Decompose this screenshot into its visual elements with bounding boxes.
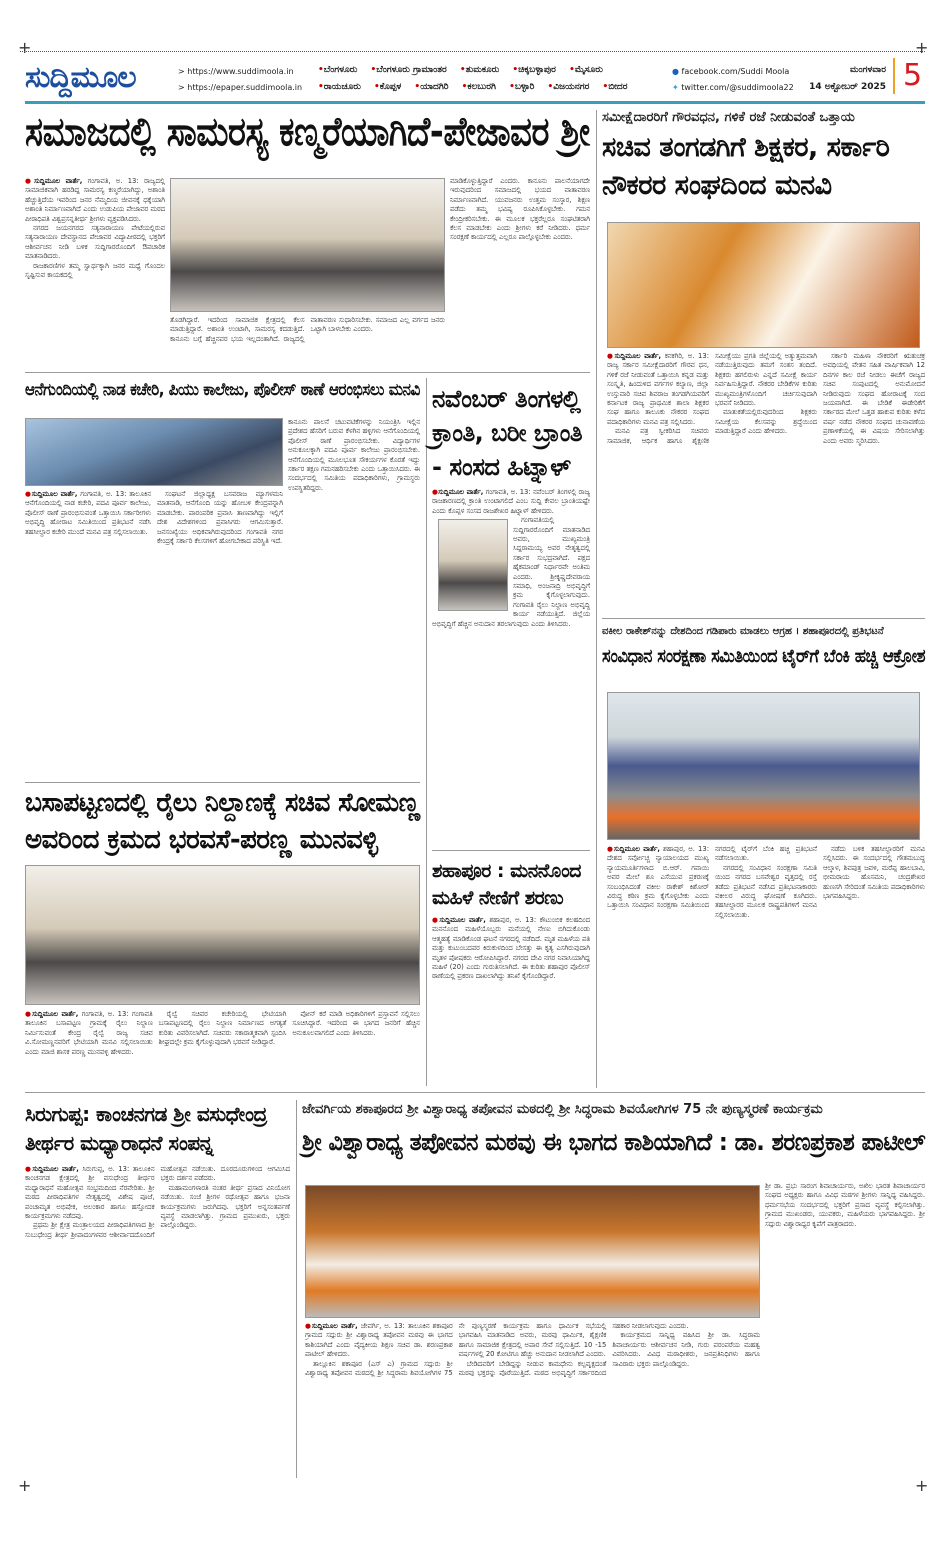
paragraph: ಪೋನ್ ಕರೆ ಮಾಡಿ ಅಧಿಕಾರಿಗಳಿಗೆ ಪ್ರಸ್ತಾವನೆ ಸಲ್ಲಿಸಲು ಸೂಚಿಸಿದ್ದಾರೆ. ಇದರಿಂದ ಈ ಭಾಗದ ಜನರಿಗೆ ಹೆಚ್ಚಿನ ಅನುಕೂಲವಾಗಲಿದೆ ಎಂದು ತಿಳಿಸಿದರು. — [292, 1010, 420, 1037]
paragraph: ದೇಶದ ಸರ್ವೋಚ್ಚ ನ್ಯಾಯಾಲಯದ ಮುಖ್ಯ ನ್ಯಾಯಮೂರ್ತಿಗಳಾದ ಬಿ.ಆರ್. ಗವಾಯಿ ಅವರ ಮೇಲೆ ಶೂ ಎಸೆಯುವ ಪ್ರಕರಣಕ್ಕೆ ಸಂಬಂಧಿಸಿದಂತೆ ವಕೀಲ ರಾಕೇಶ್ ಕಿಶೋರ್ ವಿರುದ್ಧ ಕಠಿಣ ಕ್ರಮ ಕೈಗೊಳ್ಳಬೇಕು ಎಂದು ಒತ್ತಾಯಿಸಿ ಸಂವಿಧಾನ ಸಂರಕ್ಷಣಾ ಸಮಿತಿಯಿಂದ ನಗರದಲ್ಲಿ ಟೈರ್‌ಗೆ ಬೆಂಕಿ ಹಚ್ಚಿ ಪ್ರತಿಭಟನೆ ನಡೆಸಲಾಯಿತು. — [607, 845, 817, 910]
article-photo — [607, 222, 920, 348]
paragraph: ರಾಜ್ಯ ಸರ್ಕಾರ ಸಮೀಕ್ಷೆದಾರರಿಗೆ ಗೌರವ ಧನ, ಗಳಿಕೆ ರಜೆ ನೀಡುವಂತೆ ಒತ್ತಾಯಿಸಿ ಕನ್ನಡ ಮತ್ತು ಸಂಸ್ಕೃತಿ, ಹಿಂದುಳಿದ ವರ್ಗಗಳ ಕಲ್ಯಾಣ, ಜಿಲ್ಲಾ ಉಸ್ತುವಾರಿ ಸಚಿವ ಶಿವರಾಜ ತಂಗಡಗಿಯವರಿಗೆ ಕರ್ನಾಟಕ ರಾಜ್ಯ ಪ್ರಾಥಮಿಕ ಶಾಲಾ ಶಿಕ್ಷಕರ ಸಂಘ ಹಾಗೂ ತಾಲೂಕು ನೌಕರರ ಸಂಘದ ಪದಾಧಿಕಾರಿಗಳು ಮನವಿ ಪತ್ರ ಸಲ್ಲಿಸಿದರು. — [607, 361, 709, 426]
dateline-source: ಸುದ್ದಿಮೂಲ ವಾರ್ತೆ, — [438, 488, 484, 496]
article-photo — [25, 418, 283, 486]
epaper-link[interactable]: > https://epaper.suddimoola.in — [178, 83, 303, 92]
district-item: ತುಮಕೂರು — [465, 65, 500, 75]
section-divider — [602, 618, 925, 619]
article-body: ●ಸುದ್ದಿಮೂಲ ವಾರ್ತೆ, ಕನಕಗಿರಿ, ಅ. 13: ರಾಜ್ಯ ಸರ್ಕಾರ ಸಮೀಕ್ಷೆದಾರರಿಗೆ ಗೌರವ ಧನ, ಗಳಿಕೆ ರಜೆ ನೀಡುವಂತೆ ಒತ್ತಾಯಿಸಿ ಕನ್ನಡ ಮತ್ತು ಸಂಸ್ಕೃತಿ, ಹಿಂದುಳಿದ ವರ್ಗಗಳ ಕಲ್ಯಾಣ, ಜಿಲ್ಲಾ ಉಸ್ತುವಾರಿ ಸಚಿವ ಶಿವರಾಜ ತಂಗಡಗಿಯವರಿಗೆ ಕರ್ನಾಟಕ ರಾಜ್ಯ ಪ್ರಾಥಮಿಕ ಶಾಲಾ ಶಿಕ್ಷಕರ ಸಂಘ ಹಾಗೂ ತಾಲೂಕು ನೌಕರರ ಸಂಘದ ಪದಾಧಿಕಾರಿಗಳು ಮನವಿ ಪತ್ರ ಸಲ್ಲಿಸಿದರು. ಮನವಿ ಪತ್ರ ಸ್ವೀಕರಿಸಿದ ಸಚಿವರು ಸಾಮಾಜಿಕ, ಆರ್ಥಿಕ ಹಾಗೂ ಶೈಕ್ಷಣಿಕ ಸಮೀಕ್ಷೆಯು ಪ್ರಗತಿ ಜಿಲ್ಲೆಯಲ್ಲಿ ಅತ್ಯುತ್ತಮವಾಗಿ ನಡೆಯುತ್ತಿರುವುದು ತಮಗೆ ಸಂತಸ ತಂದಿದೆ. ಶಿಕ್ಷಕರು ಹಗಲಿರುಳು ಎನ್ನದೆ ಸಮೀಕ್ಷೆ ಕಾರ್ಯ ನಿರ್ವಹಿಸುತ್ತಿದ್ದಾರೆ. ನೌಕರರ ಬೇಡಿಕೆಗಳ ಕುರಿತು ಮುಖ್ಯಮಂತ್ರಿಗಳೊಂದಿಗೆ ಚರ್ಚಿಸುವುದಾಗಿ ಭರವಸೆ ನೀಡಿದರು. ಮಾತುಕತೆಯಲ್ಲಿರುವುದರಿಂದ ಶಿಕ್ಷಕರು ಸಮೀಕ್ಷೆಯ ಕೆಲಸವನ್ನು ಶ್ರದ್ಧೆಯಿಂದ ಮಾಡುತ್ತಿದ್ದಾರೆ ಎಂದು ಹೇಳಿದರು. ಸರ್ಕಾರಿ ಮಹಿಳಾ ನೌಕರರಿಗೆ ಋತುಚಕ್ರ ಅವಧಿಯಲ್ಲಿ ವೇತನ ಸಹಿತ ವಾರ್ಷಿಕವಾಗಿ 12 ದಿನಗಳ ಕಾಲ ರಜೆ ನೀಡಲು ಈಚೆಗೆ ರಾಜ್ಯದ ಸಚಿವ ಸಂಪುಟದಲ್ಲಿ ಅನುಮೋದನೆ ನೀಡಿರುವುದು ಸಂಘದ ಹೋರಾಟಕ್ಕೆ ಸಂದ ಜಯವಾಗಿದೆ. ಈ ಬೇಡಿಕೆ ಈಡೇರಿಕೆಗೆ ಸರ್ಕಾರದ ಮೇಲೆ ಒತ್ತಡ ಹಾಕುವ ಕುರಿತು ಕಳೆದ ವರ್ಷ ನಡೆದ ನೌಕರರ ಸಂಘದ ಚುನಾವಣೆಯ ಪ್ರಣಾಳಿಕೆಯಲ್ಲಿ ಈ ವಿಷಯ ಸೇರಿಸಲಾಗಿತ್ತು ಎಂದು ಅವರು ಸ್ಮರಿಸಿದರು. — [607, 352, 925, 445]
registration-mark-icon: + — [18, 38, 32, 57]
weekday: ಮಂಗಳವಾರ — [849, 65, 886, 75]
paragraph: ಬೇಡಿದವರಿಗೆ ಬೇಡಿದ್ದನ್ನು ನೀಡುವ ಕಾಮಧೇನು ಕಲ್ಪವೃಕ್ಷದಂತೆ ಮಠವು ಭಕ್ತರನ್ನು ಪೊರೆಯುತ್ತಿದೆ. ಮಠದ ಅಭಿವೃದ್ಧಿಗೆ ಸರ್ಕಾರದಿಂದ ಸಹಕಾರ ನೀಡಲಾಗುವುದು ಎಂದರು. — [458, 1322, 689, 1378]
district-item: ಯಾದಗಿರಿ — [420, 82, 449, 92]
headline-line: ಸಿರುಗುಪ್ಪ: ಕಾಂಚನಗಡ ಶ್ರೀ ವಸುಧೇಂದ್ರ — [25, 1102, 267, 1126]
date: 14 ಅಕ್ಟೋಬರ್ 2025 — [809, 82, 886, 92]
paragraph: ಗಂಗಾವತಿಯಲ್ಲಿ ಸುದ್ದಿಗಾರರೊಂದಿಗೆ ಮಾತನಾಡಿದ ಅವರು, ಮುಖ್ಯಮಂತ್ರಿ ಸಿದ್ದರಾಮಯ್ಯ ಅವರ ನೇತೃತ್ವದಲ್ಲಿ ಸರ್ಕಾರ ಸುಭದ್ರವಾಗಿದೆ. ಪಕ್ಷದ ಹೈಕಮಾಂಡ್ ನಿರ್ಧಾರವೇ ಅಂತಿಮ ಎಂದರು. ಶ್ರೀಕೃಷ್ಣದೇವರಾಯ ಸಮಾಧಿ, ಅಂಜನಾದ್ರಿ ಅಭಿವೃದ್ಧಿಗೆ ಕ್ರಮ ಕೈಗೊಳ್ಳಲಾಗುವುದು. ಗಂಗಾವತಿ ರೈಲು ನಿಲ್ದಾಣ ಅಭಿವೃದ್ಧಿ ಕಾರ್ಯ ನಡೆಯುತ್ತಿದೆ. ಜಿಲ್ಲೆಯ ಅಭಿವೃದ್ಧಿಗೆ ಹೆಚ್ಚಿನ ಅನುದಾನ ತರಲಾಗುವುದು ಎಂದು ತಿಳಿಸಿದರು. — [432, 516, 590, 628]
headline: ಸಮಾಜದಲ್ಲಿ ಸಾಮರಸ್ಯ ಕಣ್ಮರೆಯಾಗಿದೆ-ಪೇಜಾವರ ಶ್ರೀ — [25, 109, 590, 155]
dateline-source: ಸುದ್ದಿಮೂಲ ವಾರ್ತೆ, — [614, 352, 662, 360]
section-divider — [25, 782, 420, 783]
district-item: ಬಳ್ಳಾರಿ — [514, 82, 535, 92]
paragraph: ಗಂಗಾವತಿ ತಾಲೂಕಿನ ಬಸಾಪಟ್ಟಣ ಗ್ರಾಮಕ್ಕೆ ರೈಲು ನಿಲ್ದಾಣ ನಿರ್ಮಿಸುವಂತೆ ಕೇಂದ್ರ ರೈಲ್ವೆ ರಾಜ್ಯ ಸಚಿವ ವಿ.ಸೋಮಣ್ಣನವರಿಗೆ ಭೇಟಿಯಾಗಿ ಮನವಿ ಸಲ್ಲಿಸಲಾಯಿತು ಎಂದು ಮಾಜಿ ಶಾಸಕ ಪರಣ್ಣ ಮುನವಳ್ಳಿ ಹೇಳಿದರು. — [25, 1010, 153, 1056]
headline — [25, 1102, 290, 1155]
section-divider — [432, 850, 590, 851]
headline: ಶಹಾಪೂರ : ಮನನೊಂದ ಮಹಿಳೆ ನೇಣಿಗೆ ಶರಣು — [432, 860, 581, 909]
article-photo — [607, 692, 920, 840]
paragraph: ರಾಜ್ಯದಲ್ಲಿ ಸಾಮಾಜಿಕವಾಗಿ ಹರಡಿದ್ದ ಸಾಮರಸ್ಯ ಕಣ್ಮರೆಯಾಗಿದ್ದು, ಅಶಾಂತಿ ಹೆಚ್ಚುತ್ತಿದೆಯ ಇವರಿಂದ ಜನರ ನೆಮ್ಮದಿಯ ಜೀವನಕ್ಕೆ ಧಕ್ಕೆಯಾಗಿ ಅಶಾಂತಿ ನಿರ್ಮಾಣವಾಗಿದೆ ಎಂದು ಉಡುಪಿಯ ಪೇಜಾವರ ಮಠದ ಪೀಠಾಧಿಪತಿ ವಿಶ್ವಪ್ರಸನ್ನತೀರ್ಥ ಶ್ರೀಗಳು ವ್ಯಕ್ತಪಡಿಸಿದರು. — [25, 177, 165, 223]
dateline-place: ಗಂಗಾವತಿ, ಅ. 13: — [78, 1010, 129, 1018]
district-list: •ಬೆಂಗಳೂರು •ಬೆಂಗಳೂರು ಗ್ರಾಮಾಂತರ •ತುಮಕೂರು •ಚಿಕ್ಕಬಳ್ಳಾಪುರ •ಮೈಸೂರು •ರಾಯಚೂರು •ಕೊಪ್ಪಳ •ಯಾದಗಿರಿ •ಕಲಬುರಗಿ •ಬಳ್ಳಾರಿ •ವಿಜಯನಗರ •ಬೀದರ — [318, 65, 628, 92]
article-photo — [305, 1185, 760, 1318]
article-body: ●ಸುದ್ದಿಮೂಲ ವಾರ್ತೆ, ಗಂಗಾವತಿ, ಅ. 13: ನವೆಂಬರ್ ತಿಂಗಳಲ್ಲಿ ರಾಜ್ಯ ರಾಜಕಾರಣದಲ್ಲಿ ಕ್ರಾಂತಿ ಉಂಟಾಗಲಿದೆ ಎಂಬ ಸುದ್ದಿ ಕೇವಲ ಬ್ರಾಂತಿಯಷ್ಟೇ ಎಂದು ಕೊಪ್ಪಳ ಸಂಸದ ರಾಜಶೇಖರ ಹಿಟ್ನಾಳ್ ಹೇಳಿದರು. ಗಂಗಾವತಿಯಲ್ಲಿ ಸುದ್ದಿಗಾರರೊಂದಿಗೆ ಮಾತನಾಡಿದ ಅವರು, ಮುಖ್ಯಮಂತ್ರಿ ಸಿದ್ದರಾಮಯ್ಯ ಅವರ ನೇತೃತ್ವದಲ್ಲಿ ಸರ್ಕಾರ ಸುಭದ್ರವಾಗಿದೆ. ಪಕ್ಷದ ಹೈಕಮಾಂಡ್ ನಿರ್ಧಾರವೇ ಅಂತಿಮ ಎಂದರು. ಶ್ರೀಕೃಷ್ಣದೇವರಾಯ ಸಮಾಧಿ, ಅಂಜನಾದ್ರಿ ಅಭಿವೃದ್ಧಿಗೆ ಕ್ರಮ ಕೈಗೊಳ್ಳಲಾಗುವುದು. ಗಂಗಾವತಿ ರೈಲು ನಿಲ್ದಾಣ ಅಭಿವೃದ್ಧಿ ಕಾರ್ಯ ನಡೆಯುತ್ತಿದೆ. ಜಿಲ್ಲೆಯ ಅಭಿವೃದ್ಧಿಗೆ ಹೆಚ್ಚಿನ ಅನುದಾನ ತರಲಾಗುವುದು ಎಂದು ತಿಳಿಸಿದರು. — [432, 488, 590, 628]
paragraph: ತಾಲೂಕಿನ ಕಾಂಚನಗಡ ಕ್ಷೇತ್ರದಲ್ಲಿ ಶ್ರೀ ವಸುಧೇಂದ್ರ ತೀರ್ಥರ ಮಧ್ಯಾರಾಧನೆ ಮಹೋತ್ಸವ ಸಂಭ್ರಮದಿಂದ ನೆರವೇರಿತು. ಶ್ರೀ ಮಠದ ಪೀಠಾಧಿಪತಿಗಳ ನೇತೃತ್ವದಲ್ಲಿ ವಿಶೇಷ ಪೂಜೆ, ಪಂಚಾಮೃತ ಅಭಿಷೇಕ, ಅಲಂಕಾರ ಹಾಗೂ ಹಸ್ತೋದಕ ಕಾರ್ಯಕ್ರಮಗಳು ನಡೆದವು. — [25, 1165, 155, 1221]
dateline-place: ಸಿರುಗುಪ್ಪ, ಅ. 13: — [78, 1165, 130, 1173]
facebook-link[interactable]: facebook.com/Suddi Moola — [681, 67, 790, 76]
trim-line — [20, 51, 925, 52]
headline-line: ಅವರಿಂದ ಕ್ರಮದ ಭರವಸೆ-ಪರಣ್ಣ ಮುನವಳ್ಳಿ — [25, 825, 378, 856]
paragraph: ನಗರದ ಜಯನಗರದ ಸತ್ಯನಾರಾಯಣ ಪೇಟೆಯಲ್ಲಿರುವ ಸತ್ಯನಾರಾಯಣ ದೇವಸ್ಥಾನದ ಪೇಜಾವರ ವಿದ್ಯಾಪೀಠದಲ್ಲಿ ಭಕ್ತರಿಗೆ ಆಶೀರ್ವಚನ ನೀಡಿ ಬಳಿಕ ಸುದ್ದಿಗಾರರೊಂದಿಗೆ ಔಪಚಾರಿಕ ಮಾತನಾಡಿದರು. — [25, 224, 165, 261]
dateline-source: ಸುದ್ದಿಮೂಲ ವಾರ್ತೆ, — [32, 1010, 79, 1018]
district-item: ಮೈಸೂರು — [574, 65, 603, 75]
paragraph: ನಡೆದು ಬಳಿಕ ತಹಸೀಲ್ದಾರರಿಗೆ ಮನವಿ ಸಲ್ಲಿಸಿದರು. ಈ ಸಂದರ್ಭದಲ್ಲಿ ಗೌತಮಬುದ್ಧ ಆಲ್ಕಾಳ, ಶಿವಪುತ್ರ ಜವಳಿ, ಮರೆಪ್ಪ ಹಾಲಬಾವಿ, ಭೀಮರಾಯ ಹೊಸಮನಿ, ಚಂದ್ರಶೇಖರ ಹುಣಸಗಿ ಸೇರಿದಂತೆ ಸಮಿತಿಯ ಪದಾಧಿಕಾರಿಗಳು ಭಾಗವಹಿಸಿದ್ದರು. — [823, 845, 925, 901]
headline: ನವೆಂಬರ್ ತಿಂಗಳಲ್ಲಿ ಕ್ರಾಂತಿ, ಬರೀ ಬ್ರಾಂತಿ - ಸಂಸದ ಹಿಟ್ನಾಳ್ — [432, 385, 583, 481]
masthead-rule — [25, 101, 925, 104]
dateline-source: ಸುದ್ದಿಮೂಲ ವಾರ್ತೆ, — [34, 177, 83, 185]
article-november — [432, 382, 590, 846]
paragraph: ಶ್ರೀ ಡಾ. ಪ್ರಭು ಸಾರಂಗ ಶಿವಾಚಾರ್ಯರು, ಅಖಿಲ ಭಾರತ ಶಿವಾಚಾರ್ಯರ ಸಂಘದ ಅಧ್ಯಕ್ಷರು ಹಾಗೂ ವಿವಿಧ ಮಠಗಳ ಶ್ರೀಗಳು ಸಾನ್ನಿಧ್ಯ ವಹಿಸಿದ್ದರು. ಧರ್ಮಸಭೆಯ ಸಂದರ್ಭದಲ್ಲಿ ಭಕ್ತರಿಗೆ ಪ್ರಸಾದ ವ್ಯವಸ್ಥೆ ಕಲ್ಪಿಸಲಾಗಿತ್ತು. ಗ್ರಾಮದ ಮುಖಂಡರು, ಯುವಕರು, ಮಹಿಳೆಯರು ಭಾಗವಹಿಸಿದ್ದರು. ಶ್ರೀ ಸದ್ಗುರು ವಿಶ್ವಾರಾಧ್ಯರ ಕೃಪೆಗೆ ಪಾತ್ರರಾದರು. — [765, 1182, 925, 1228]
kicker: ವಕೀಲ ರಾಕೇಶ್‌ನನ್ನು ದೇಶದಿಂದ ಗಡಿಪಾರು ಮಾಡಲು ಆಗ್ರಹ । ಶಹಾಪೂರದಲ್ಲಿ ಪ್ರತಿಭಟನೆ — [602, 626, 884, 637]
registration-mark-icon: + — [915, 38, 929, 57]
district-item: ಕೊಪ್ಪಳ — [379, 82, 402, 92]
article-body — [765, 1182, 925, 1475]
paragraph: ಕಾನೂನು ಪಾಲನೆ ಚಟುವಟಿಕೆಗಳನ್ನು ನಿಯಂತ್ರಿಸಿ ಇಲ್ಲಿನ ಪ್ರದೇಶದ ಹೆಸರಿಗೆ ಬರುವ ಕೆಳಗಿನ ಹಳ್ಳಿಗಳು ಆನೆಗೊಂದಿಯಲ್ಲಿ ಪೊಲೀಸ್ ಠಾಣೆ ಪ್ರಾರಂಭಿಸಬೇಕು. ವಿದ್ಯಾರ್ಥಿಗಳ ಅನುಕೂಲಕ್ಕಾಗಿ ಪದವಿ ಪೂರ್ವ ಕಾಲೇಜು ಪ್ರಾರಂಭಿಸಬೇಕು. ಆನೆಗೊಂದಿಯಲ್ಲಿ ಮೂಲಭೂತ ಸೌಕರ್ಯಗಳ ಕೊರತೆ ಇದ್ದು ಸರ್ಕಾರ ತಕ್ಷಣ ಗಮನಹರಿಸಬೇಕು ಎಂದು ಒತ್ತಾಯಿಸಿದರು. ಈ ಸಂದರ್ಭದಲ್ಲಿ ಸಮಿತಿಯ ಪದಾಧಿಕಾರಿಗಳು, ಗ್ರಾಮಸ್ಥರು ಉಪಸ್ಥಿತರಿದ್ದರು. — [288, 418, 420, 492]
section-divider — [25, 1092, 925, 1093]
paragraph: ತಾಲ್ಲೂಕಿನ ಶಕಾಪೂರ (ಎಸ್ ಎ) ಗ್ರಾಮದ ಸದ್ಗುರು ಶ್ರೀ ವಿಶ್ವಾರಾಧ್ಯ ತಪೋವನ ಮಠದಲ್ಲಿ ಶ್ರೀ ಸಿದ್ಧರಾಮ ಶಿವಯೋಗಿಗಳ 75 ನೇ ಪುಣ್ಯಸ್ಮರಣೆ ಕಾರ್ಯಕ್ರಮ ಹಾಗೂ ಧಾರ್ಮಿಕ ಸಭೆಯಲ್ಲಿ ಭಾಗವಹಿಸಿ ಮಾತನಾಡಿದ ಅವರು, ಮಠವು ಧಾರ್ಮಿಕ, ಶೈಕ್ಷಣಿಕ ಹಾಗೂ ಸಾಮಾಜಿಕ ಕ್ಷೇತ್ರದಲ್ಲಿ ಅಪಾರ ಸೇವೆ ಸಲ್ಲಿಸುತ್ತಿದೆ. 10 -15 ವರ್ಷಗಳಲ್ಲಿ 20 ಕೋಟಿಗೂ ಹೆಚ್ಚು ಅನುದಾನ ನೀಡಲಾಗಿದೆ ಎಂದರು. — [305, 1322, 607, 1378]
headline-line: ತೀರ್ಥರ ಮಧ್ಯಾರಾಧನೆ ಸಂಪನ್ನ — [25, 1131, 214, 1155]
paragraph: ಪ್ರಥಮ ಶ್ರೀ ಕ್ಷೇತ್ರ ಮಂತ್ರಾಲಯದ ಪೀಠಾಧಿಪತಿಗಳಾದ ಶ್ರೀ ಸುಬುಧೇಂದ್ರ ತೀರ್ಥ ಶ್ರೀಪಾದಂಗಳವರ ಆಶೀರ್ವಾದದೊಂದಿಗೆ ಮಹೋತ್ಸವ ನಡೆಯಿತು. ದೂರದೂರುಗಳಿಂದ ಆಗಮಿಸಿದ ಭಕ್ತರು ದರ್ಶನ ಪಡೆದರು. — [25, 1165, 290, 1239]
article-body: ●ಸುದ್ದಿಮೂಲ ವಾರ್ತೆ, ಶಹಾಪುರ, ಅ. 13: ದೇಶದ ಸರ್ವೋಚ್ಚ ನ್ಯಾಯಾಲಯದ ಮುಖ್ಯ ನ್ಯಾಯಮೂರ್ತಿಗಳಾದ ಬಿ.ಆರ್. ಗವಾಯಿ ಅವರ ಮೇಲೆ ಶೂ ಎಸೆಯುವ ಪ್ರಕರಣಕ್ಕೆ ಸಂಬಂಧಿಸಿದಂತೆ ವಕೀಲ ರಾಕೇಶ್ ಕಿಶೋರ್ ವಿರುದ್ಧ ಕಠಿಣ ಕ್ರಮ ಕೈಗೊಳ್ಳಬೇಕು ಎಂದು ಒತ್ತಾಯಿಸಿ ಸಂವಿಧಾನ ಸಂರಕ್ಷಣಾ ಸಮಿತಿಯಿಂದ ನಗರದಲ್ಲಿ ಟೈರ್‌ಗೆ ಬೆಂಕಿ ಹಚ್ಚಿ ಪ್ರತಿಭಟನೆ ನಡೆಸಲಾಯಿತು. ನಗರದಲ್ಲಿ ಸಂವಿಧಾನ ಸಂರಕ್ಷಣಾ ಸಮಿತಿ ಯಿಂದ ನಗರದ ಬಸವೇಶ್ವರ ವೃತ್ತದಲ್ಲಿ ರಸ್ತೆ ತಡೆದು ಪ್ರತಿಭಟನೆ ನಡೆಸಿದ ಪ್ರತಿಭಟನಾಕಾರರು ವಕೀಲರ ವಿರುದ್ಧ ಘೋಷಣೆ ಕೂಗಿದರು. ತಹಸೀಲ್ದಾರರ ಮೂಲಕ ರಾಷ್ಟ್ರಪತಿಗಳಿಗೆ ಮನವಿ ಸಲ್ಲಿಸಲಾಯಿತು. ನಡೆದು ಬಳಿಕ ತಹಸೀಲ್ದಾರರಿಗೆ ಮನವಿ ಸಲ್ಲಿಸಿದರು. ಈ ಸಂದರ್ಭದಲ್ಲಿ ಗೌತಮಬುದ್ಧ ಆಲ್ಕಾಳ, ಶಿವಪುತ್ರ ಜವಳಿ, ಮರೆಪ್ಪ ಹಾಲಬಾವಿ, ಭೀಮರಾಯ ಹೊಸಮನಿ, ಚಂದ್ರಶೇಖರ ಹುಣಸಗಿ ಸೇರಿದಂತೆ ಸಮಿತಿಯ ಪದಾಧಿಕಾರಿಗಳು ಭಾಗವಹಿಸಿದ್ದರು. — [607, 845, 925, 919]
article-body — [450, 177, 590, 369]
dateline-place: ಗಂಗಾವತಿ, ಅ. 13: — [77, 490, 127, 498]
column-divider — [596, 110, 597, 1088]
article-body: ●ಸುದ್ದಿಮೂಲ ವಾರ್ತೆ, ಸಿರುಗುಪ್ಪ, ಅ. 13: ತಾಲೂಕಿನ ಕಾಂಚನಗಡ ಕ್ಷೇತ್ರದಲ್ಲಿ ಶ್ರೀ ವಸುಧೇಂದ್ರ ತೀರ್ಥರ ಮಧ್ಯಾರಾಧನೆ ಮಹೋತ್ಸವ ಸಂಭ್ರಮದಿಂದ ನೆರವೇರಿತು. ಶ್ರೀ ಮಠದ ಪೀಠಾಧಿಪತಿಗಳ ನೇತೃತ್ವದಲ್ಲಿ ವಿಶೇಷ ಪೂಜೆ, ಪಂಚಾಮೃತ ಅಭಿಷೇಕ, ಅಲಂಕಾರ ಹಾಗೂ ಹಸ್ತೋದಕ ಕಾರ್ಯಕ್ರಮಗಳು ನಡೆದವು. ಪ್ರಥಮ ಶ್ರೀ ಕ್ಷೇತ್ರ ಮಂತ್ರಾಲಯದ ಪೀಠಾಧಿಪತಿಗಳಾದ ಶ್ರೀ ಸುಬುಧೇಂದ್ರ ತೀರ್ಥ ಶ್ರೀಪಾದಂಗಳವರ ಆಶೀರ್ವಾದದೊಂದಿಗೆ ಮಹೋತ್ಸವ ನಡೆಯಿತು. ದೂರದೂರುಗಳಿಂದ ಆಗಮಿಸಿದ ಭಕ್ತರು ದರ್ಶನ ಪಡೆದರು. ಮಹಾಮಂಗಳಾರತಿ ನಂತರ ತೀರ್ಥ ಪ್ರಸಾದ ವಿನಿಯೋಗ ನಡೆಯಿತು. ಸಂಜೆ ಶ್ರೀಗಳ ರಥೋತ್ಸವ ಹಾಗೂ ಭಜನಾ ಕಾರ್ಯಕ್ರಮಗಳು ಜರುಗಿದವು. ಭಕ್ತರಿಗೆ ಅನ್ನಸಂತರ್ಪಣೆ ವ್ಯವಸ್ಥೆ ಮಾಡಲಾಗಿತ್ತು. ಗ್ರಾಮದ ಪ್ರಮುಖರು, ಭಕ್ತರು ಪಾಲ್ಗೊಂಡಿದ್ದರು. — [25, 1165, 290, 1239]
article-body: ●ಸುದ್ದಿಮೂಲ ವಾರ್ತೆ, ಗಂಗಾವತಿ, ಅ. 13: ರಾಜ್ಯದಲ್ಲಿ ಸಾಮಾಜಿಕವಾಗಿ ಹರಡಿದ್ದ ಸಾಮರಸ್ಯ ಕಣ್ಮರೆಯಾಗಿದ್ದು, ಅಶಾಂತಿ ಹೆಚ್ಚುತ್ತಿದೆಯ ಇವರಿಂದ ಜನರ ನೆಮ್ಮದಿಯ ಜೀವನಕ್ಕೆ ಧಕ್ಕೆಯಾಗಿ ಅಶಾಂತಿ ನಿರ್ಮಾಣವಾಗಿದೆ ಎಂದು ಉಡುಪಿಯ ಪೇಜಾವರ ಮಠದ ಪೀಠಾಧಿಪತಿ ವಿಶ್ವಪ್ರಸನ್ನತೀರ್ಥ ಶ್ರೀಗಳು ವ್ಯಕ್ತಪಡಿಸಿದರು. ನಗರದ ಜಯನಗರದ ಸತ್ಯನಾರಾಯಣ ಪೇಟೆಯಲ್ಲಿರುವ ಸತ್ಯನಾರಾಯಣ ದೇವಸ್ಥಾನದ ಪೇಜಾವರ ವಿದ್ಯಾಪೀಠದಲ್ಲಿ ಭಕ್ತರಿಗೆ ಆಶೀರ್ವಚನ ನೀಡಿ ಬಳಿಕ ಸುದ್ದಿಗಾರರೊಂದಿಗೆ ಔಪಚಾರಿಕ ಮಾತನಾಡಿದರು. ರಾಜಕಾರಣಿಗಳ ತಮ್ಮ ಸ್ವಾರ್ಥಕ್ಕಾಗಿ ಜನರ ಮಧ್ಯೆ ಗೊಂದಲ ಸೃಷ್ಟಿಸುವ ಕಾಯಕದಲ್ಲಿ — [25, 177, 165, 280]
paragraph: ನಗರದಲ್ಲಿ ಸಂವಿಧಾನ ಸಂರಕ್ಷಣಾ ಸಮಿತಿ ಯಿಂದ ನಗರದ ಬಸವೇಶ್ವರ ವೃತ್ತದಲ್ಲಿ ರಸ್ತೆ ತಡೆದು ಪ್ರತಿಭಟನೆ ನಡೆಸಿದ ಪ್ರತಿಭಟನಾಕಾರರು ವಕೀಲರ ವಿರುದ್ಧ ಘೋಷಣೆ ಕೂಗಿದರು. ತಹಸೀಲ್ದಾರರ ಮೂಲಕ ರಾಷ್ಟ್ರಪತಿಗಳಿಗೆ ಮನವಿ ಸಲ್ಲಿಸಲಾಯಿತು. — [715, 863, 817, 919]
article-body — [288, 418, 420, 778]
headline-line: ನೌಕರರ ಸಂಘದಿಂದ ಮನವಿ — [602, 170, 832, 202]
registration-mark-icon: + — [18, 1476, 32, 1495]
headline — [602, 132, 925, 203]
dateline-place: ಶಹಾಪುರ, ಅ. 13: — [659, 845, 709, 853]
portrait-photo — [438, 519, 508, 611]
headline — [25, 788, 420, 856]
paragraph: ತಾಲೂಕಿನ ಆನೆಗೊಂದಿಯಲ್ಲಿ ನಾಡ ಕಚೇರಿ, ಪದವಿ ಪೂರ್ವ ಕಾಲೇಜು, ಪೊಲೀಸ್ ಠಾಣೆ ಪ್ರಾರಂಭಿಸುವಂತೆ ಒತ್ತಾಯಿಸಿ ಸರ್ಕಾರೀಗಳು ಅಭಿವೃದ್ಧಿ ಹೋರಾಟ ಸಮಿತಿಯಿಂದ ಪ್ರತಿಭಟನೆ ನಡೆಸಿ ತಹಸೀಲ್ದಾರ ಕಚೇರಿ ಮುಂದೆ ಮನವಿ ಪತ್ರ ಸಲ್ಲಿಸಲಾಯಿತು. — [25, 490, 151, 536]
column-divider — [426, 378, 427, 1086]
website-link[interactable]: > https://www.suddimoola.in — [178, 67, 294, 76]
article-body: ●ಸುದ್ದಿಮೂಲ ವಾರ್ತೆ, ಶಹಾಪುರ, ಅ. 13: ಕೌಟುಂಬಿಕ ಕಲಹದಿಂದ ಮನನೊಂದ ಮಹಿಳೆಯೊಬ್ಬರು ಮನೆಯಲ್ಲಿ ನೇಣು ಬಿಗಿದುಕೊಂಡು ಆತ್ಮಹತ್ಯೆ ಮಾಡಿಕೊಂಡ ಘಟನೆ ನಗರದಲ್ಲಿ ನಡೆದಿದೆ. ಮೃತ ಮಹಿಳೆಯ ಪತಿ ಮತ್ತು ಕುಟುಂಬದವರ ಕಿರುಕುಳದಿಂದ ಬೇಸತ್ತು ಈ ಕೃತ್ಯ ಎಸಗಿರುವುದಾಗಿ ಮೃತಳ ಪೋಷಕರು ಆರೋಪಿಸಿದ್ದಾರೆ. ನಗರದ ದೇವಿ ನಗರ ನಿವಾಸಿಯಾಗಿದ್ದ ಮಹಿಳೆ (20) ಎಂದು ಗುರುತಿಸಲಾಗಿದೆ. ಈ ಕುರಿತು ಶಹಾಪುರ ಪೊಲೀಸ್ ಠಾಣೆಯಲ್ಲಿ ಪ್ರಕರಣ ದಾಖಲಾಗಿದ್ದು ತನಿಖೆ ಕೈಗೊಂಡಿದ್ದಾರೆ. — [432, 916, 590, 981]
district-item: ವಿಜಯನಗರ — [553, 82, 590, 92]
paragraph: ಮನವಿ ಪತ್ರ ಸ್ವೀಕರಿಸಿದ ಸಚಿವರು ಸಾಮಾಜಿಕ, ಆರ್ಥಿಕ ಹಾಗೂ ಶೈಕ್ಷಣಿಕ ಸಮೀಕ್ಷೆಯು ಪ್ರಗತಿ ಜಿಲ್ಲೆಯಲ್ಲಿ ಅತ್ಯುತ್ತಮವಾಗಿ ನಡೆಯುತ್ತಿರುವುದು ತಮಗೆ ಸಂತಸ ತಂದಿದೆ. ಶಿಕ್ಷಕರು ಹಗಲಿರುಳು ಎನ್ನದೆ ಸಮೀಕ್ಷೆ ಕಾರ್ಯ ನಿರ್ವಹಿಸುತ್ತಿದ್ದಾರೆ. ನೌಕರರ ಬೇಡಿಕೆಗಳ ಕುರಿತು ಮುಖ್ಯಮಂತ್ರಿಗಳೊಂದಿಗೆ ಚರ್ಚಿಸುವುದಾಗಿ ಭರವಸೆ ನೀಡಿದರು. — [607, 352, 817, 445]
dateline-place: ಗಂಗಾವತಿ, ಅ. 13: — [483, 488, 531, 496]
dateline-source: ಸುದ್ದಿಮೂಲ ವಾರ್ತೆ, — [613, 845, 660, 853]
headline: ಸಂವಿಧಾನ ಸಂರಕ್ಷಣಾ ಸಮಿತಿಯಿಂದ ಟೈರ್‌ಗೆ ಬೆಂಕಿ ಹಚ್ಚಿ ಆಕ್ರೋಶ — [602, 646, 926, 667]
page-number: 5 — [893, 58, 922, 94]
dateline-place: ಜೇವರ್ಗಿ, ಅ. 13: — [357, 1322, 405, 1330]
district-item: ರಾಯಚೂರು — [323, 82, 361, 92]
paragraph: ಕೌಟುಂಬಿಕ ಕಲಹದಿಂದ ಮನನೊಂದ ಮಹಿಳೆಯೊಬ್ಬರು ಮನೆಯಲ್ಲಿ ನೇಣು ಬಿಗಿದುಕೊಂಡು ಆತ್ಮಹತ್ಯೆ ಮಾಡಿಕೊಂಡ ಘಟನೆ ನಗರದಲ್ಲಿ ನಡೆದಿದೆ. ಮೃತ ಮಹಿಳೆಯ ಪತಿ ಮತ್ತು ಕುಟುಂಬದವರ ಕಿರುಕುಳದಿಂದ ಬೇಸತ್ತು ಈ ಕೃತ್ಯ ಎಸಗಿರುವುದಾಗಿ ಮೃತಳ ಪೋಷಕರು ಆರೋಪಿಸಿದ್ದಾರೆ. ನಗರದ ದೇವಿ ನಗರ ನಿವಾಸಿಯಾಗಿದ್ದ ಮಹಿಳೆ (20) ಎಂದು ಗುರುತಿಸಲಾಗಿದೆ. ಈ ಕುರಿತು ಶಹಾಪುರ ಪೊಲೀಸ್ ಠಾಣೆಯಲ್ಲಿ ಪ್ರಕರಣ ದಾಖಲಾಗಿದ್ದು ತನಿಖೆ ಕೈಗೊಂಡಿದ್ದಾರೆ. — [432, 916, 590, 981]
kicker: ಜೇವರ್ಗಿಯ ಶಕಾಪೂರದ ಶ್ರೀ ವಿಶ್ವಾರಾಧ್ಯ ತಪೋವನ ಮಠದಲ್ಲಿ ಶ್ರೀ ಸಿದ್ಧರಾಮ ಶಿವಯೋಗಿಗಳ 75 ನೇ ಪುಣ್ಯಸ್ಮರಣೆ ಕಾರ್ಯಕ್ರಮ — [302, 1102, 823, 1117]
district-item: ಬೆಂಗಳೂರು ಗ್ರಾಮಾಂತರ — [376, 65, 447, 75]
headline-line: ಸಚಿವ ತಂಗಡಗಿಗೆ ಶಿಕ್ಷಕರ, ಸರ್ಕಾರಿ — [602, 132, 890, 163]
paragraph: ರೈಲ್ವೆ ಸಚಿವರ ಕಚೇರಿಯಲ್ಲಿ ಭೇಟಿಯಾಗಿ ಬಸಾಪಟ್ಟಣದಲ್ಲಿ ರೈಲು ನಿಲ್ದಾಣ ನಿರ್ಮಾಣದ ಅಗತ್ಯತೆ ಕುರಿತು ವಿವರಿಸಲಾಗಿದೆ. ಸಚಿವರು ಸಕಾರಾತ್ಮಕವಾಗಿ ಸ್ಪಂದಿಸಿ ಶೀಘ್ರದಲ್ಲೇ ಕ್ರಮ ಕೈಗೊಳ್ಳುವುದಾಗಿ ಭರವಸೆ ನೀಡಿದ್ದಾರೆ. — [158, 1010, 287, 1047]
dateline-place: ಶಹಾಪುರ, ಅ. 13: — [485, 916, 537, 924]
paragraph: ರಾಜಕಾರಣಿಗಳ ತಮ್ಮ ಸ್ವಾರ್ಥಕ್ಕಾಗಿ ಜನರ ಮಧ್ಯೆ ಗೊಂದಲ ಸೃಷ್ಟಿಸುವ ಕಾಯಕದಲ್ಲಿ — [25, 261, 165, 280]
registration-mark-icon: + — [915, 1476, 929, 1495]
section-divider — [25, 372, 590, 373]
kicker: ಸಮೀಕ್ಷೆದಾರರಿಗೆ ಗೌರವಧನ, ಗಳಿಕೆ ರಜೆ ನೀಡುವಂತೆ ಒತ್ತಾಯ — [602, 110, 855, 125]
paragraph: ಸಂಘಟನೆ ಜಿಲ್ಲಾಧ್ಯಕ್ಷ ಬಸವರಾಜ ಮ್ಯಾಗಳಮನಿ ಮಾತನಾಡಿ, ಆನೆಗೊಂದಿ ಯನ್ನು ಹೋಬಳಿ ಕೇಂದ್ರವನ್ನಾಗಿ ಮಾಡಬೇಕು. ಪಾರಂಪರಿಕ ಪ್ರವಾಸಿ ತಾಣವಾಗಿದ್ದು ಇಲ್ಲಿಗೆ ದೇಶ ವಿದೇಶಗಳಿಂದ ಪ್ರವಾಸಿಗರು ಆಗಮಿಸುತ್ತಾರೆ. ಜನಸಂಖ್ಯೆಯು ಅಧಿಕವಾಗಿರುವುದರಿಂದ ಗಂಗಾವತಿ ನಗರ ಕೇಂದ್ರಕ್ಕೆ ಸರ್ಕಾರಿ ಕೆಲಸಗಳಿಗೆ ಹೋಗಬೇಕಾದ ಪರಿಸ್ಥಿತಿ ಇದೆ. — [157, 490, 283, 546]
twitter-link[interactable]: twitter.com/@suddimoola22 — [681, 83, 794, 92]
paragraph: ಸರ್ಕಾರಿ ಮಹಿಳಾ ನೌಕರರಿಗೆ ಋತುಚಕ್ರ ಅವಧಿಯಲ್ಲಿ ವೇತನ ಸಹಿತ ವಾರ್ಷಿಕವಾಗಿ 12 ದಿನಗಳ ಕಾಲ ರಜೆ ನೀಡಲು ಈಚೆಗೆ ರಾಜ್ಯದ ಸಚಿವ ಸಂಪುಟದಲ್ಲಿ ಅನುಮೋದನೆ ನೀಡಿರುವುದು ಸಂಘದ ಹೋರಾಟಕ್ಕೆ ಸಂದ ಜಯವಾಗಿದೆ. ಈ ಬೇಡಿಕೆ ಈಡೇರಿಕೆಗೆ ಸರ್ಕಾರದ ಮೇಲೆ ಒತ್ತಡ ಹಾಕುವ ಕುರಿತು ಕಳೆದ ವರ್ಷ ನಡೆದ ನೌಕರರ ಸಂಘದ ಚುನಾವಣೆಯ ಪ್ರಣಾಳಿಕೆಯಲ್ಲಿ ಈ ವಿಷಯ ಸೇರಿಸಲಾಗಿತ್ತು ಎಂದು ಅವರು ಸ್ಮರಿಸಿದರು. — [823, 352, 925, 445]
dateline-place: ಕನಕಗಿರಿ, ಅ. 13: — [661, 352, 709, 360]
headline-line: ಬಸಾಪಟ್ಟಣದಲ್ಲಿ ರೈಲು ನಿಲ್ದಾಣಕ್ಕೆ ಸಚಿವ ಸೋಮಣ್ಣ — [25, 788, 420, 818]
paragraph: ತಾಲೂಕಿನ ಶಕಾಪೂರ ಗ್ರಾಮದ ಸದ್ಗುರು ಶ್ರೀ ವಿಶ್ವಾರಾಧ್ಯ ತಪೋವನ ಮಠವು ಈ ಭಾಗದ ಕಾಶಿಯಾಗಿದೆ ಎಂದು ವೈದ್ಯಕೀಯ ಶಿಕ್ಷಣ ಸಚಿವ ಡಾ. ಶರಣಪ್ರಕಾಶ ಪಾಟೀಲ್ ಹೇಳಿದರು. — [305, 1322, 453, 1359]
dateline-place: ಗಂಗಾವತಿ, ಅ. 13: — [82, 177, 139, 185]
headline: ಶ್ರೀ ವಿಶ್ವಾರಾಧ್ಯ ತಪೋವನ ಮಠವು ಈ ಭಾಗದ ಕಾಶಿಯಾಗಿದೆ : ಡಾ. ಶರಣಪ್ರಕಾಶ ಪಾಟೀಲ್ — [302, 1128, 926, 1156]
facebook-icon: ● — [672, 67, 679, 76]
article-body: ●ಸುದ್ದಿಮೂಲ ವಾರ್ತೆ, ಗಂಗಾವತಿ, ಅ. 13: ತಾಲೂಕಿನ ಆನೆಗೊಂದಿಯಲ್ಲಿ ನಾಡ ಕಚೇರಿ, ಪದವಿ ಪೂರ್ವ ಕಾಲೇಜು, ಪೊಲೀಸ್ ಠಾಣೆ ಪ್ರಾರಂಭಿಸುವಂತೆ ಒತ್ತಾಯಿಸಿ ಸರ್ಕಾರೀಗಳು ಅಭಿವೃದ್ಧಿ ಹೋರಾಟ ಸಮಿತಿಯಿಂದ ಪ್ರತಿಭಟನೆ ನಡೆಸಿ ತಹಸೀಲ್ದಾರ ಕಚೇರಿ ಮುಂದೆ ಮನವಿ ಪತ್ರ ಸಲ್ಲಿಸಲಾಯಿತು. ಸಂಘಟನೆ ಜಿಲ್ಲಾಧ್ಯಕ್ಷ ಬಸವರಾಜ ಮ್ಯಾಗಳಮನಿ ಮಾತನಾಡಿ, ಆನೆಗೊಂದಿ ಯನ್ನು ಹೋಬಳಿ ಕೇಂದ್ರವನ್ನಾಗಿ ಮಾಡಬೇಕು. ಪಾರಂಪರಿಕ ಪ್ರವಾಸಿ ತಾಣವಾಗಿದ್ದು ಇಲ್ಲಿಗೆ ದೇಶ ವಿದೇಶಗಳಿಂದ ಪ್ರವಾಸಿಗರು ಆಗಮಿಸುತ್ತಾರೆ. ಜನಸಂಖ್ಯೆಯು ಅಧಿಕವಾಗಿರುವುದರಿಂದ ಗಂಗಾವತಿ ನಗರ ಕೇಂದ್ರಕ್ಕೆ ಸರ್ಕಾರಿ ಕೆಲಸಗಳಿಗೆ ಹೋಗಬೇಕಾದ ಪರಿಸ್ಥಿತಿ ಇದೆ. — [25, 490, 283, 546]
district-item: ಬೆಂಗಳೂರು — [323, 65, 358, 75]
social-links — [672, 64, 794, 96]
article-body — [170, 316, 445, 369]
dateline-source: ಸುದ್ದಿಮೂಲ ವಾರ್ತೆ, — [31, 490, 78, 498]
column-divider — [296, 1100, 297, 1478]
article-photo — [25, 865, 420, 1005]
district-item: ಚಿಕ್ಕಬಳ್ಳಾಪುರ — [518, 65, 556, 75]
article-shahapur — [432, 858, 590, 1086]
paragraph: ಕಾರ್ಯಕ್ರಮದ ಸಾನ್ನಿಧ್ಯ ವಹಿಸಿದ ಶ್ರೀ ಡಾ. ಸಿದ್ಧರಾಮ ಶಿವಾಚಾರ್ಯರು ಆಶೀರ್ವಚನ ನೀಡಿ, ಗುರು ಪರಂಪರೆಯ ಮಹತ್ವ ವಿವರಿಸಿದರು. ವಿವಿಧ ಮಠಾಧೀಶರು, ಜನಪ್ರತಿನಿಧಿಗಳು ಹಾಗೂ ಸಾವಿರಾರು ಭಕ್ತರು ಪಾಲ್ಗೊಂಡಿದ್ದರು. — [612, 1331, 760, 1368]
dateline-source: ಸುದ್ದಿಮೂಲ ವಾರ್ತೆ, — [32, 1165, 79, 1173]
headline: ಆನೆಗುಂದಿಯಲ್ಲಿ ನಾಡ ಕಚೇರಿ, ಪಿಯು ಕಾಲೇಜು, ಪೊಲೀಸ್ ಠಾಣೆ ಆರಂಭಿಸಲು ಮನವಿ — [25, 380, 420, 400]
dateline-source: ಸುದ್ದಿಮೂಲ ವಾರ್ತೆ, — [439, 916, 486, 924]
issue-date — [800, 62, 886, 96]
paragraph: ಮಹಾಮಂಗಳಾರತಿ ನಂತರ ತೀರ್ಥ ಪ್ರಸಾದ ವಿನಿಯೋಗ ನಡೆಯಿತು. ಸಂಜೆ ಶ್ರೀಗಳ ರಥೋತ್ಸವ ಹಾಗೂ ಭಜನಾ ಕಾರ್ಯಕ್ರಮಗಳು ಜರುಗಿದವು. ಭಕ್ತರಿಗೆ ಅನ್ನಸಂತರ್ಪಣೆ ವ್ಯವಸ್ಥೆ ಮಾಡಲಾಗಿತ್ತು. ಗ್ರಾಮದ ಪ್ರಮುಖರು, ಭಕ್ತರು ಪಾಲ್ಗೊಂಡಿದ್ದರು. — [160, 1183, 290, 1230]
district-item: ಬೀದರ — [608, 82, 628, 92]
paragraph: ಮಾಡಿಕೊಳ್ಳುತ್ತಿದ್ದಾರೆ ಎಂದರು. ಕಾನೂನು ಪಾಲನೆಯಾಗದೇ ಇರುವುದರಿಂದ ಸಮಾಜದಲ್ಲಿ ಭಯದ ವಾತಾವರಣ ನಿರ್ಮಾಣವಾಗಿದೆ. ಯುವಜನರು ಉತ್ತಮ ಸಂಸ್ಕಾರ, ಶಿಕ್ಷಣ ಪಡೆದು ತಮ್ಮ ಭವಿಷ್ಯ ರೂಪಿಸಿಕೊಳ್ಳಬೇಕು. ಗಮನ ಕೇಂದ್ರೀಕರಿಸಬೇಕು. ಈ ಮೂಲಕ ಭಕ್ತರೆಲ್ಲರೂ ಸಂಘಟಿತರಾಗಿ ಕೆಲಸ ಮಾಡಬೇಕು ಎಂದು ಶ್ರೀಗಳು ಕರೆ ನೀಡಿದರು. ಧರ್ಮ ಸಂರಕ್ಷಣೆ ಕಾರ್ಯದಲ್ಲಿ ಎಲ್ಲರೂ ಪಾಲ್ಗೊಳ್ಳಬೇಕು ಎಂದರು. — [450, 177, 590, 242]
twitter-icon: ✦ — [672, 83, 679, 92]
article-body: ●ಸುದ್ದಿಮೂಲ ವಾರ್ತೆ, ಜೇವರ್ಗಿ, ಅ. 13: ತಾಲೂಕಿನ ಶಕಾಪೂರ ಗ್ರಾಮದ ಸದ್ಗುರು ಶ್ರೀ ವಿಶ್ವಾರಾಧ್ಯ ತಪೋವನ ಮಠವು ಈ ಭಾಗದ ಕಾಶಿಯಾಗಿದೆ ಎಂದು ವೈದ್ಯಕೀಯ ಶಿಕ್ಷಣ ಸಚಿವ ಡಾ. ಶರಣಪ್ರಕಾಶ ಪಾಟೀಲ್ ಹೇಳಿದರು. ತಾಲ್ಲೂಕಿನ ಶಕಾಪೂರ (ಎಸ್ ಎ) ಗ್ರಾಮದ ಸದ್ಗುರು ಶ್ರೀ ವಿಶ್ವಾರಾಧ್ಯ ತಪೋವನ ಮಠದಲ್ಲಿ ಶ್ರೀ ಸಿದ್ಧರಾಮ ಶಿವಯೋಗಿಗಳ 75 ನೇ ಪುಣ್ಯಸ್ಮರಣೆ ಕಾರ್ಯಕ್ರಮ ಹಾಗೂ ಧಾರ್ಮಿಕ ಸಭೆಯಲ್ಲಿ ಭಾಗವಹಿಸಿ ಮಾತನಾಡಿದ ಅವರು, ಮಠವು ಧಾರ್ಮಿಕ, ಶೈಕ್ಷಣಿಕ ಹಾಗೂ ಸಾಮಾಜಿಕ ಕ್ಷೇತ್ರದಲ್ಲಿ ಅಪಾರ ಸೇವೆ ಸಲ್ಲಿಸುತ್ತಿದೆ. 10 -15 ವರ್ಷಗಳಲ್ಲಿ 20 ಕೋಟಿಗೂ ಹೆಚ್ಚು ಅನುದಾನ ನೀಡಲಾಗಿದೆ ಎಂದರು. ಬೇಡಿದವರಿಗೆ ಬೇಡಿದ್ದನ್ನು ನೀಡುವ ಕಾಮಧೇನು ಕಲ್ಪವೃಕ್ಷದಂತೆ ಮಠವು ಭಕ್ತರನ್ನು ಪೊರೆಯುತ್ತಿದೆ. ಮಠದ ಅಭಿವೃದ್ಧಿಗೆ ಸರ್ಕಾರದಿಂದ ಸಹಕಾರ ನೀಡಲಾಗುವುದು ಎಂದರು. ಕಾರ್ಯಕ್ರಮದ ಸಾನ್ನಿಧ್ಯ ವಹಿಸಿದ ಶ್ರೀ ಡಾ. ಸಿದ್ಧರಾಮ ಶಿವಾಚಾರ್ಯರು ಆಶೀರ್ವಚನ ನೀಡಿ, ಗುರು ಪರಂಪರೆಯ ಮಹತ್ವ ವಿವರಿಸಿದರು. ವಿವಿಧ ಮಠಾಧೀಶರು, ಜನಪ್ರತಿನಿಧಿಗಳು ಹಾಗೂ ಸಾವಿರಾರು ಭಕ್ತರು ಪಾಲ್ಗೊಂಡಿದ್ದರು. — [305, 1322, 760, 1378]
district-item: ಕಲಬುರಗಿ — [467, 82, 496, 92]
paragraph: ನವೆಂಬರ್ ತಿಂಗಳಲ್ಲಿ ರಾಜ್ಯ ರಾಜಕಾರಣದಲ್ಲಿ ಕ್ರಾಂತಿ ಉಂಟಾಗಲಿದೆ ಎಂಬ ಸುದ್ದಿ ಕೇವಲ ಬ್ರಾಂತಿಯಷ್ಟೇ ಎಂದು ಕೊಪ್ಪಳ ಸಂಸದ ರಾಜಶೇಖರ ಹಿಟ್ನಾಳ್ ಹೇಳಿದರು. — [432, 488, 590, 515]
article-body: ●ಸುದ್ದಿಮೂಲ ವಾರ್ತೆ, ಗಂಗಾವತಿ, ಅ. 13: ಗಂಗಾವತಿ ತಾಲೂಕಿನ ಬಸಾಪಟ್ಟಣ ಗ್ರಾಮಕ್ಕೆ ರೈಲು ನಿಲ್ದಾಣ ನಿರ್ಮಿಸುವಂತೆ ಕೇಂದ್ರ ರೈಲ್ವೆ ರಾಜ್ಯ ಸಚಿವ ವಿ.ಸೋಮಣ್ಣನವರಿಗೆ ಭೇಟಿಯಾಗಿ ಮನವಿ ಸಲ್ಲಿಸಲಾಯಿತು ಎಂದು ಮಾಜಿ ಶಾಸಕ ಪರಣ್ಣ ಮುನವಳ್ಳಿ ಹೇಳಿದರು. ರೈಲ್ವೆ ಸಚಿವರ ಕಚೇರಿಯಲ್ಲಿ ಭೇಟಿಯಾಗಿ ಬಸಾಪಟ್ಟಣದಲ್ಲಿ ರೈಲು ನಿಲ್ದಾಣ ನಿರ್ಮಾಣದ ಅಗತ್ಯತೆ ಕುರಿತು ವಿವರಿಸಲಾಗಿದೆ. ಸಚಿವರು ಸಕಾರಾತ್ಮಕವಾಗಿ ಸ್ಪಂದಿಸಿ ಶೀಘ್ರದಲ್ಲೇ ಕ್ರಮ ಕೈಗೊಳ್ಳುವುದಾಗಿ ಭರವಸೆ ನೀಡಿದ್ದಾರೆ. ಪೋನ್ ಕರೆ ಮಾಡಿ ಅಧಿಕಾರಿಗಳಿಗೆ ಪ್ರಸ್ತಾವನೆ ಸಲ್ಲಿಸಲು ಸೂಚಿಸಿದ್ದಾರೆ. ಇದರಿಂದ ಈ ಭಾಗದ ಜನರಿಗೆ ಹೆಚ್ಚಿನ ಅನುಕೂಲವಾಗಲಿದೆ ಎಂದು ತಿಳಿಸಿದರು. — [25, 1010, 420, 1056]
paragraph: ತೊಡಗಿದ್ದಾರೆ. ಇದರಿಂದ ಸಾಮಾಜಿಕ ಕ್ಷೇತ್ರದಲ್ಲಿ ಕೆಲಸ ಮಾಡುತ್ತಿದ್ದಾರೆ. ಅಶಾಂತಿ ಉಂಟಾಗಿ, ಸಾಮರಸ್ಯ ಕದಡುತ್ತಿದೆ. ಕಾನೂನು ಬಗ್ಗೆ ಹೆಚ್ಚಿನವರ ಭಯ ಇಲ್ಲದಂತಾಗಿದೆ. ರಾಜ್ಯದಲ್ಲಿ ವಾತಾವರಣ ಸುಧಾರಿಸಬೇಕು. ಸಮಾಜದ ಎಲ್ಲ ವರ್ಗದ ಜನರು ಒಟ್ಟಾಗಿ ಬಾಳಬೇಕು ಎಂದರು. — [170, 316, 445, 343]
dateline-source: ಸುದ್ದಿಮೂಲ ವಾರ್ತೆ, — [311, 1322, 358, 1330]
website-links — [178, 64, 310, 96]
paragraph: ಮಾತುಕತೆಯಲ್ಲಿರುವುದರಿಂದ ಶಿಕ್ಷಕರು ಸಮೀಕ್ಷೆಯ ಕೆಲಸವನ್ನು ಶ್ರದ್ಧೆಯಿಂದ ಮಾಡುತ್ತಿದ್ದಾರೆ ಎಂದು ಹೇಳಿದರು. — [715, 408, 817, 436]
article-photo — [170, 178, 445, 312]
newspaper-logo: ಸುದ್ದಿಮೂಲ — [25, 60, 136, 95]
